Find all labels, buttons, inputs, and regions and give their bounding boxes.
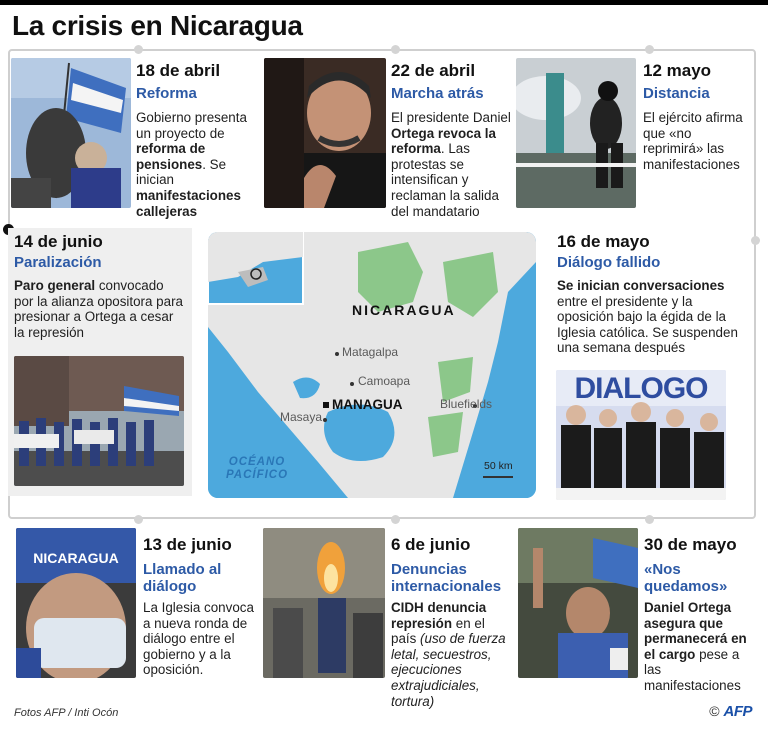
event-body: CIDH denuncia represión en el país (uso de fuerza letal, secuestros, ejecuciones extrajudiciales, tortura) <box>391 600 506 709</box>
event-date: 6 de junio <box>391 535 471 554</box>
event-date: 12 mayo <box>643 61 712 80</box>
timeline-dot <box>645 45 654 54</box>
page-title: La crisis en Nicaragua <box>12 10 303 41</box>
city-marker <box>323 418 327 422</box>
timeline-dot <box>134 45 143 54</box>
map-ocean-label: OCÉANO PACÍFICO <box>225 456 289 481</box>
timeline-dot <box>751 236 760 245</box>
event-date: 13 de junio <box>143 535 232 554</box>
event-body: El ejército afirma que «no reprimirá» las manifestaciones <box>643 110 743 172</box>
event-body: Paro general convocado por la alianza opositora para presionar a Ortega a cesar la represión <box>14 278 183 340</box>
photo-credits: Fotos AFP / Inti Ocón <box>14 707 119 719</box>
event-date: 22 de abril <box>391 61 476 80</box>
afp-logo: AFP <box>723 703 752 720</box>
event-date: 18 de abril <box>136 61 221 80</box>
event-body: El presidente Daniel Ortega revoca la reforma. Las protestas se intensifican y reclaman la salida del mandatario <box>391 110 511 219</box>
event-date: 30 de mayo <box>644 535 737 554</box>
timeline-dot <box>645 515 654 524</box>
event-heading: Paralización <box>14 254 102 271</box>
map-country-label: NICARAGUA <box>352 302 456 318</box>
event-heading: Reforma <box>136 85 197 102</box>
city-label-camoapa: Camoapa <box>358 374 411 388</box>
city-marker <box>335 352 339 356</box>
timeline-dot <box>391 515 400 524</box>
photo-march-street <box>14 356 184 486</box>
event-body: Se inician conversaciones entre el presidente y la oposición bajo la égida de la Iglesia católica. Se suspenden una semana después <box>557 278 738 356</box>
event-body: La Iglesia convoca a nueva ronda de diálogo entre el gobierno y a la oposición. <box>143 600 254 678</box>
event-body: Daniel Ortega asegura que permanecerá en el cargo pese a las manifestaciones <box>644 600 747 693</box>
photo-woman-flag <box>518 528 638 678</box>
capital-marker <box>323 402 329 408</box>
photo-cap-text: NICARAGUA <box>33 550 119 566</box>
event-date: 14 de junio <box>14 232 103 251</box>
photo-banner-text: DIALOGO <box>574 372 708 405</box>
map-capital-label: MANAGUA <box>332 397 403 412</box>
photo-masked-protester <box>16 528 136 678</box>
event-heading: Distancia <box>643 85 710 102</box>
event-heading: Marcha atrás <box>391 85 484 102</box>
event-body: Gobierno presenta un proyecto de reforma de pensiones. Se inician manifestaciones callejeras <box>136 110 247 219</box>
map-scale-label: 50 km <box>484 460 513 472</box>
photo-protester-flag <box>11 58 131 208</box>
event-heading: Denuncias internacionales <box>391 561 502 595</box>
event-heading: Llamado al diálogo <box>143 561 222 595</box>
event-date: 16 de mayo <box>557 232 650 251</box>
photo-police-street <box>516 58 636 208</box>
event-heading: «Nos quedamos» <box>644 561 728 595</box>
photo-mortar-fire <box>263 528 385 678</box>
agency-credit <box>709 703 752 720</box>
timeline-dot <box>134 515 143 524</box>
photo-bishops-dialogue <box>556 370 726 500</box>
map-nicaragua <box>208 232 536 498</box>
city-label-masaya: Masaya <box>280 410 323 424</box>
photo-daniel-ortega <box>264 58 386 208</box>
city-marker <box>350 382 354 386</box>
timeline-dot <box>391 45 400 54</box>
city-label-matagalpa: Matagalpa <box>342 345 399 359</box>
event-heading: Diálogo fallido <box>557 254 661 271</box>
top-rule <box>0 0 768 5</box>
city-label-bluefields: Bluefields <box>440 397 493 411</box>
copyright-symbol: © <box>709 703 720 719</box>
